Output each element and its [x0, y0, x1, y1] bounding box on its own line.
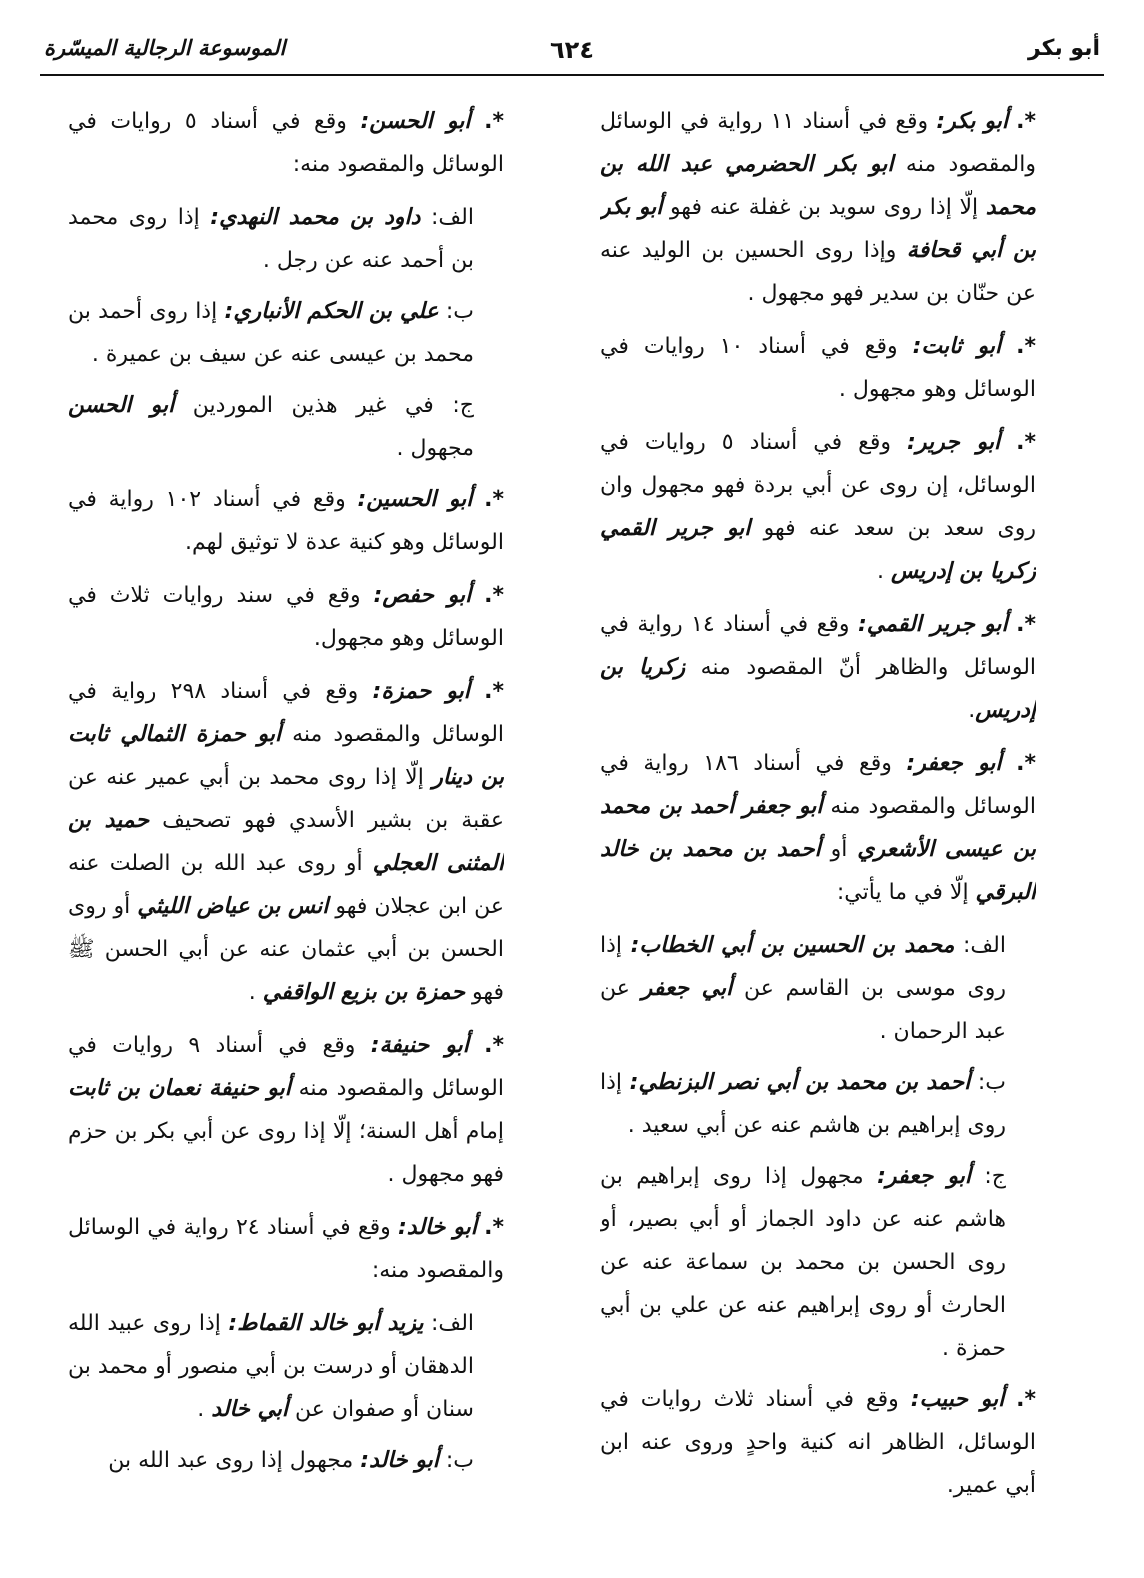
entry-bullet: *.: [1016, 612, 1036, 637]
entry-bullet: *.: [1016, 334, 1036, 359]
page-number: ٦٢٤: [550, 36, 594, 64]
name-highlight: أبو جعفر:: [906, 751, 1002, 776]
entry-text: وقع في أسناد ٢٩٨ رواية في الوسائل والمقصود منه: [68, 679, 504, 747]
entry-text: مجهول إذا روى عبد الله بن: [108, 1448, 361, 1473]
entry-text: وقع في أسناد ٥ روايات في الوسائل، إن روى عن أبي بردة فهو مجهول وان روى سعد بن سعد عنه فهو: [600, 430, 1036, 541]
entry: [68, 670, 504, 1014]
entry-bullet: *.: [1016, 430, 1036, 455]
name-highlight: ابو جرير القمي زكريا بن إدريس: [600, 516, 1036, 584]
name-highlight: أبو بكر بن أبي قحافة: [600, 195, 1036, 263]
name-highlight: أبو الحسن: [68, 393, 175, 418]
entry-text: أو روى الحسن بن أبي عثمان عنه عن أبي الحسن ﷺ فهو: [68, 894, 504, 1005]
entry-bullet: *.: [1016, 109, 1036, 134]
entry-text: الف:: [420, 205, 474, 230]
name-highlight: أبو جعفر:: [877, 1164, 971, 1189]
name-highlight: أحمد بن محمد بن خالد البرقي: [600, 837, 1036, 905]
name-highlight: حمزة بن بزيع الواقفي: [262, 980, 465, 1005]
entry-text: أو: [820, 837, 858, 862]
entry-bullet: *.: [484, 487, 504, 512]
entry-text: وقع في أسناد ١٠ روايات في الوسائل وهو مجهول .: [600, 334, 1036, 402]
entry-text: إلّا إذا روى سويد بن غفلة عنه فهو: [662, 195, 986, 220]
name-highlight: علي بن الحكم الأنباري:: [224, 299, 439, 324]
entry-text: ب:: [438, 1448, 474, 1473]
entry-bullet: *.: [484, 583, 504, 608]
name-highlight: أبو حنيفة نعمان بن ثابت: [68, 1076, 291, 1101]
entry-text: .: [197, 1397, 212, 1422]
entry-bullet: *.: [484, 679, 504, 704]
entry-text: مجهول .: [396, 436, 474, 461]
name-highlight: زكريا بن إدريس: [600, 655, 1036, 723]
name-highlight: أبي خالد: [211, 1397, 289, 1422]
name-highlight: أبو بكر:: [936, 109, 1008, 134]
entry: [600, 742, 1036, 914]
entry-text: وقع في أسناد ٢٤ رواية في الوسائل والمقصود منه:: [68, 1215, 504, 1283]
entry-text: إذا روى موسى بن القاسم عن: [600, 933, 1006, 1001]
entry-bullet: *.: [1016, 751, 1036, 776]
sub-entry: [68, 1302, 504, 1431]
sub-entry: [68, 290, 504, 376]
name-highlight: أبو الحسن:: [360, 109, 471, 134]
entry: [600, 1378, 1036, 1507]
entry-text: إذا روى عبيد الله الدهقان أو درست بن أبي منصور أو محمد بن سنان أو صفوان عن: [68, 1311, 474, 1422]
entry: [600, 603, 1036, 732]
entry-text: ج:: [971, 1164, 1006, 1189]
entry-text: .: [968, 698, 976, 723]
sub-entry: [68, 196, 504, 282]
sub-entry: [68, 1439, 504, 1482]
entry-text: إذا روى محمد بن أحمد عنه عن رجل .: [68, 205, 474, 273]
name-highlight: أبو ثابت:: [912, 334, 1002, 359]
name-highlight: انس بن عياض الليثي: [137, 894, 329, 919]
entry: [68, 1024, 504, 1196]
entry: [68, 100, 504, 186]
name-highlight: أبو حمزة الثمالي ثابت بن دينار: [68, 722, 504, 790]
entry-text: إذا روى إبراهيم بن هاشم عنه عن أبي سعيد .: [600, 1070, 1006, 1138]
running-head-entry: أبو بكر: [1028, 36, 1100, 61]
entry-text: إلّا في ما يأتي:: [836, 880, 976, 905]
entry-text: وإذا روى الحسين بن الوليد عنه عن حنّان بن سدير فهو مجهول .: [600, 238, 1036, 306]
name-highlight: أبو جرير:: [907, 430, 1001, 455]
right-column: [600, 100, 1036, 1550]
entry-bullet: *.: [484, 1033, 504, 1058]
entry-bullet: *.: [1016, 1387, 1036, 1412]
name-highlight: أبو حنيفة:: [370, 1033, 469, 1058]
entry: [600, 100, 1036, 315]
name-highlight: أحمد بن محمد بن أبي نصر البزنطي:: [629, 1070, 971, 1095]
name-highlight: ابو بكر الحضرمي عبد الله بن محمد: [600, 152, 1036, 220]
entry-text: وقع في أسناد ١١ رواية في الوسائل والمقصود منه: [600, 109, 1036, 177]
name-highlight: أبو حفص:: [373, 583, 472, 608]
entry-text: وقع في أسناد ١٠٢ رواية في الوسائل وهو كنية عدة لا توثيق لهم.: [68, 487, 504, 555]
name-highlight: حميد بن المثنى العجلي: [68, 808, 504, 876]
entry-text: ب:: [970, 1070, 1006, 1095]
entry: [600, 325, 1036, 411]
name-highlight: أبو جرير القمي:: [857, 612, 1008, 637]
entry-bullet: *.: [484, 109, 504, 134]
entry-text: ب:: [438, 299, 475, 324]
entry-text: مجهول إذا روى إبراهيم بن هاشم عنه عن داود الجماز أو أبي بصير، أو روى الحسن بن محمد بن سماعة عنه عن الحارث أو روى إبراهيم عنه عن علي بن أبي حمزة .: [600, 1164, 1006, 1361]
entry-text: ج: في غير هذين الموردين: [174, 393, 474, 418]
entry-text: .: [877, 559, 892, 584]
entry-text: وقع في أسناد ١٨٦ رواية في الوسائل والمقصود منه: [600, 751, 1036, 819]
name-highlight: أبو حبيب:: [910, 1387, 1005, 1412]
entry: [68, 478, 504, 564]
page-header: [40, 30, 1104, 76]
sub-entry: [600, 1061, 1036, 1147]
entry: [600, 421, 1036, 593]
entry: [68, 1206, 504, 1292]
sub-entry: [68, 384, 504, 470]
entry-text: وقع في أسناد ثلاث روايات في الوسائل، الظاهر انه كنية واحدٍ وروى عنه ابن أبي عمير.: [600, 1387, 1036, 1498]
entry-text: وقع في أسناد ٩ روايات في الوسائل والمقصود منه: [68, 1033, 504, 1101]
name-highlight: أبو جعفر أحمد بن محمد بن عيسى الأشعري: [600, 794, 1036, 862]
name-highlight: أبو خالد:: [360, 1448, 439, 1473]
name-highlight: أبو الحسين:: [357, 487, 473, 512]
entry-text: الف:: [423, 1311, 475, 1336]
sub-entry: [600, 924, 1036, 1053]
name-highlight: يزيد أبو خالد القماط:: [228, 1311, 424, 1336]
running-head-book-title: الموسوعة الرجالية الميسّرة: [44, 36, 286, 60]
entry-text: إذا روى أحمد بن محمد بن عيسى عنه عن سيف بن عميرة .: [68, 299, 474, 367]
name-highlight: أبو خالد:: [397, 1215, 477, 1240]
entry-text: إلّا إذا روى محمد بن أبي عمير عنه عن عقبة بن بشير الأسدي فهو تصحيف: [68, 765, 504, 833]
entry-text: إمام أهل السنة؛ إلّا إذا روى عن أبي بكر بن حزم فهو مجهول .: [68, 1119, 504, 1187]
entry: [68, 574, 504, 660]
entry-bullet: *.: [484, 1215, 504, 1240]
entry-text: الف:: [954, 933, 1006, 958]
left-column: [68, 100, 504, 1550]
sub-entry: [600, 1155, 1036, 1370]
entry-text: أو روى عبد الله بن الصلت عنه عن ابن عجلان فهو: [68, 851, 504, 919]
name-highlight: داود بن محمد النهدي:: [210, 205, 421, 230]
entry-text: وقع في أسناد ١٤ رواية في الوسائل والظاهر أنّ المقصود منه: [600, 612, 1036, 680]
entry-text: وقع في أسناد ٥ روايات في الوسائل والمقصود منه:: [68, 109, 504, 177]
entry-text: .: [248, 980, 263, 1005]
name-highlight: أبي جعفر: [641, 976, 733, 1001]
entry-text: عن عبد الرحمان .: [600, 976, 1006, 1044]
name-highlight: محمد بن الحسين بن أبي الخطاب:: [630, 933, 955, 958]
entry-text: وقع في سند روايات ثلاث في الوسائل وهو مجهول.: [68, 583, 504, 651]
name-highlight: أبو حمزة:: [372, 679, 470, 704]
